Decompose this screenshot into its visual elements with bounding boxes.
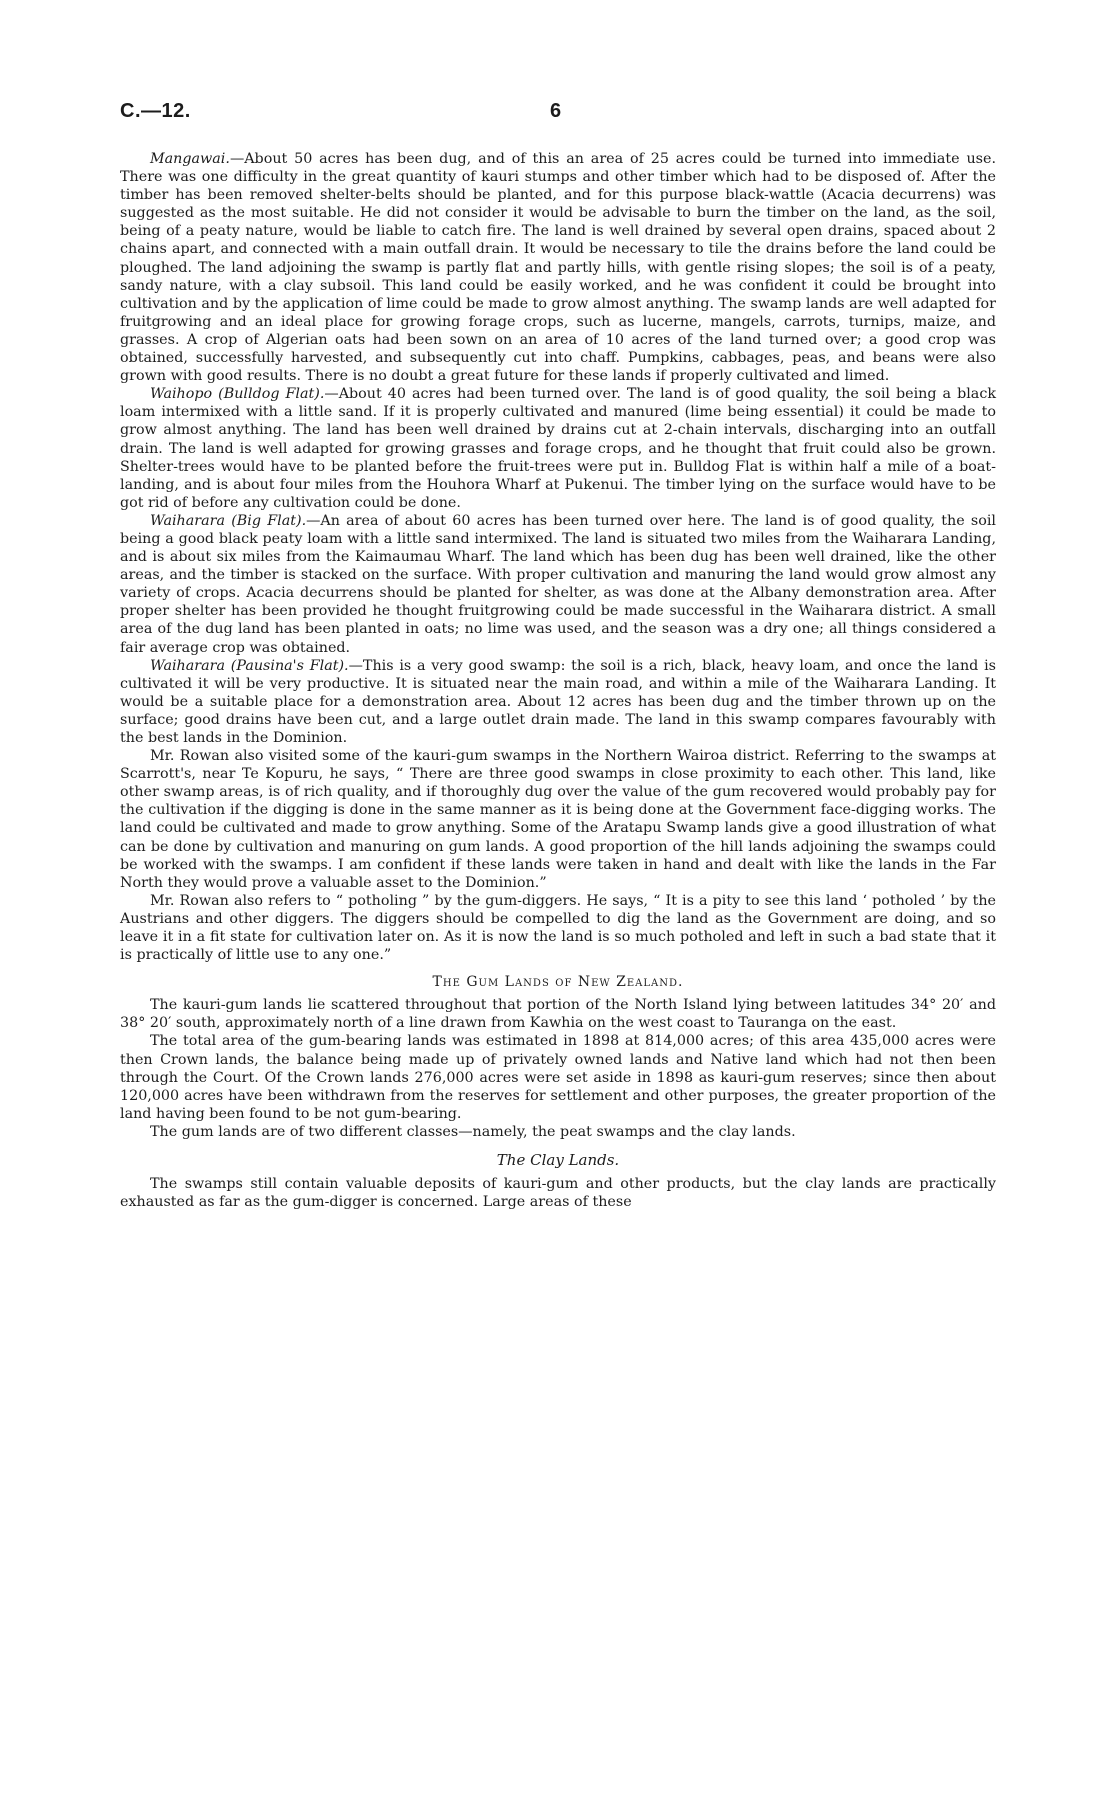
paragraph-mangawai (120, 150, 996, 385)
paragraph-lead: Mangawai. (150, 151, 230, 167)
paragraph-waihopo (120, 385, 996, 512)
paragraph-potholing (120, 892, 996, 964)
paragraph-text: —An area of about 60 acres has been turned over here. The land is of good quality, the soil being a good black peaty loam with a little sand intermixed. The land is situated two miles from the Waiharara Landing, and is about six miles from the Kaimaumau Wharf. The land which has been dug has been well drained, like the other areas, and the timber is stacked on the surface. With proper cultivation and manuring the land would grow almost any variety of crops. Acacia decurrens should be planted for shelter, as was done at the Albany demonstration area. After proper shelter has been provided he thought fruitgrowing could be made successful in the Waiharara district. A small area of the dug land has been planted in oats; no lime was used, and the season was a dry one; all things considered a fair average crop was obtained. (120, 512, 996, 656)
paragraph-waiharara-pausina (120, 657, 996, 747)
section-heading-clay-lands: The Clay Lands. (496, 1150, 620, 1169)
paragraph-lead: Waiharara (Pausina's Flat). (150, 657, 349, 674)
paragraph-gum-lands-area: The total area of the gum-bearing lands was estimated in 1898 at 814,000 acres; of this area 435,000 acres were then Crown lands, the balance being made up of privately owned lands and Native land which had not then been through the Court. Of the Crown lands 276,000 acres were set aside in 1898 as kauri-gum reserves; since then about 120,000 acres have been withdrawn from the reserves for settlement and other purposes, the greater proportion of the land having been found to be not gum-bearing. (120, 1033, 996, 1122)
paragraph-text: Mr. Rowan also refers to “ potholing ” by the gum-diggers. He says, “ It is a pity to see this land ‘ potholed ’ by the Austrians and other diggers. The diggers should be compelled to dig the land as the Government are doing, and so leave it in a fit state for cultivation later on. As it is now the land is so much potholed and left in such a bad state that it is practically of little use to any one.” (120, 892, 996, 964)
paragraph-gum-lands-classes: The gum lands are of two different classes—namely, the peat swamps and the clay lands. (150, 1123, 796, 1140)
paragraph-text: —This is a very good swamp: the soil is a rich, black, heavy loam, and once the land is cultivated it will be very productive. It is situated near the main road, and within a mile of the Waiharara Landing. It would be a suitable place for a demonstration area. About 12 acres has been dug and the timber thrown up on the surface; good drains have been cut, and a large outlet drain made. The land in this swamp compares favourably with the best lands in the Dominion. (120, 657, 996, 746)
page-number: 6 (550, 100, 562, 122)
paragraph-clay-lands: The swamps still contain valuable deposits of kauri-gum and other products, but the clay lands are practically exhausted as far as the gum-digger is concerned. Large areas of these (120, 1175, 996, 1211)
paragraph-northern-wairoa (120, 747, 996, 892)
paragraph-gum-lands-location: The kauri-gum lands lie scattered throughout that portion of the North Island lying between latitudes 34° 20′ and 38° 20′ south, approximately north of a line drawn from Kawhia on the west coast to Tauranga on the east. (120, 997, 996, 1032)
paragraph-text: Mr. Rowan also visited some of the kauri-gum swamps in the Northern Wairoa district. Referring to the swamps at Scarrott's, near Te Kopuru, he says, “ There are three good swamps in close proximity to each other. This land, like other swamp areas, is of rich quality, and if thoroughly dug over the value of the gum recovered would probably pay for the cultivation if the digging is done in the same manner as it is being done at the Government face-digging works. The land could be cultivated and made to grow anything. Some of the Aratapu Swamp lands give a good illustration of what can be done by cultivation and manuring on gum lands. A good proportion of the hill lands adjoining the swamps could be worked with the swamps. I am confident if these lands were taken in hand and dealt with like the lands in the Far North they would prove a valuable asset to the Dominion.” (120, 748, 996, 891)
paragraph-lead: Waiharara (Big Flat). (150, 512, 307, 529)
section-heading-gum-lands: The Gum Lands of New Zealand. (432, 974, 684, 991)
paragraph-waiharara-big-flat (120, 512, 996, 657)
paragraph-text: —About 50 acres has been dug, and of this an area of 25 acres could be turned into immediate use. There was one difficulty in the great quantity of kauri stumps and other timber which had to be disposed of. After the timber has been removed shelter-belts should be planted, and for this purpose black-wattle (Acacia decurrens) was suggested as the most suitable. He did not consider it would be advisable to burn the timber on the land, as the soil, being of a peaty nature, would be liable to catch fire. The land is well drained by several open drains, spaced about 2 chains apart, and connected with a main outfall drain. It would be necessary to tile the drains before the land could be ploughed. The land adjoining the swamp is partly flat and partly hills, with gentle rising slopes; the soil is of a peaty, sandy nature, with a clay subsoil. This land could be easily worked, and he was confident it could be brought into cultivation and by the application of lime could be made to grow almost anything. The swamp lands are well adapted for fruitgrowing and an ideal place for growing forage crops, such as lucerne, mangels, carrots, turnips, maize, and grasses. A crop of Algerian oats had been sown on an area of 10 acres of the land turned over; a good crop was obtained, successfully harvested, and subsequently cut into chaff. Pumpkins, cabbages, peas, and beans were also grown with good results. There is no doubt a great future for these lands if properly cultivated and limed. (120, 151, 996, 385)
paragraph-lead: Waihopo (Bulldog Flat). (150, 386, 325, 403)
document-reference: C.—12. (120, 100, 191, 122)
paragraph-text: —About 40 acres had been turned over. The land is of good quality, the soil being a black loam intermixed with a little sand. If it is properly cultivated and manured (lime being essential) it could be made to grow almost anything. The land has been well drained by drains cut at 2-chain intervals, discharging into an outfall drain. The land is well adapted for growing grasses and forage crops, and he thought that fruit could also be grown. Shelter-trees would have to be planted before the fruit-trees were put in. Bulldog Flat is within half a mile of a boat-landing, and is about four miles from the Houhora Wharf at Pukenui. The timber lying on the surface would have to be got rid of before any cultivation could be done. (120, 386, 996, 511)
page-header (120, 100, 996, 130)
body-text (120, 150, 996, 1211)
